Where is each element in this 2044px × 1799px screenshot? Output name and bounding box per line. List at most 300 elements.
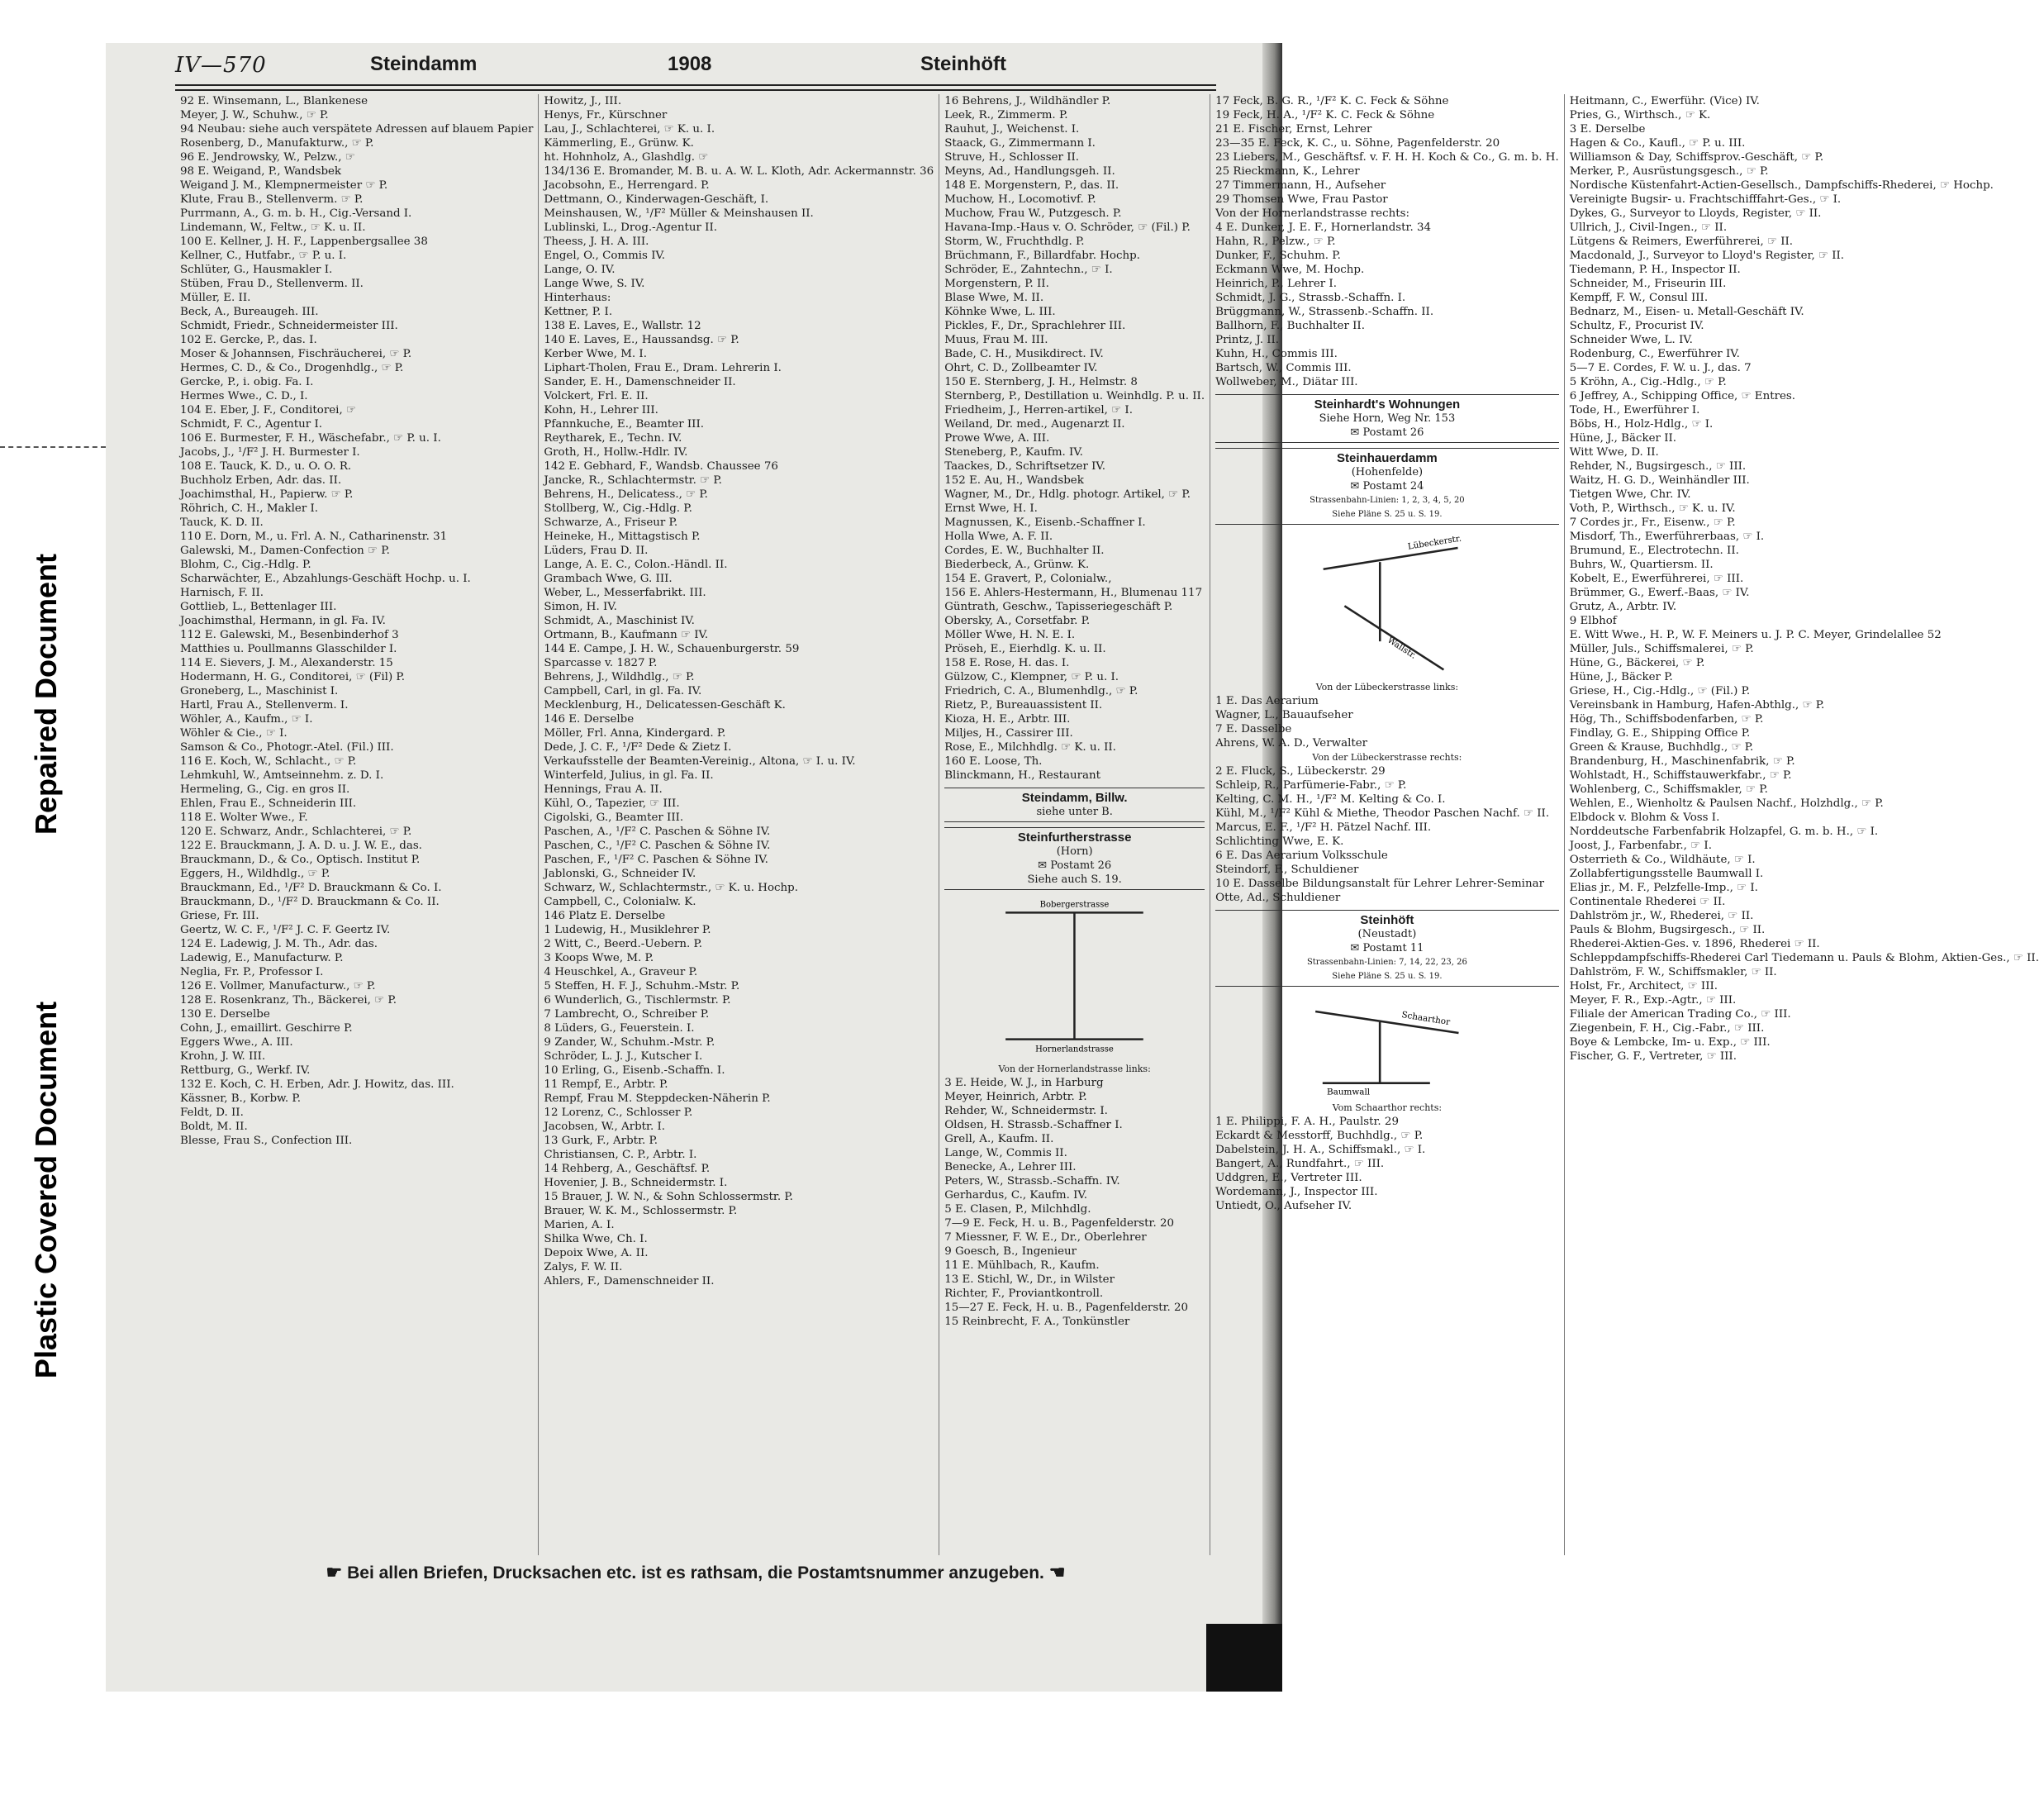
directory-entry: 6 Wunderlich, G., Tischlermstr. P. <box>544 994 731 1007</box>
box-plans: Siehe Pläne S. 25 u. S. 19. <box>1332 510 1443 519</box>
directory-entry: 114 E. Sievers, J. M., Alexanderstr. 15 <box>180 657 393 669</box>
directory-entry: 118 E. Wolter Wwe., F. <box>180 811 308 824</box>
directory-entry: Friedheim, J., Herren-artikel, ☞ I. <box>944 404 1133 416</box>
page-header <box>175 50 1216 83</box>
directory-entry: Lange, O. IV. <box>544 264 616 276</box>
directory-entry: Sternberg, P., Destillation u. Weinhdlg. P. u. II. <box>944 390 1205 402</box>
directory-entry: Lublinski, L., Drog.-Agentur II. <box>544 221 717 234</box>
directory-entry: Simon, H. IV. <box>544 601 617 613</box>
directory-entry: Scharwächter, E., Abzahlungs-Geschäft Hochp. u. I. <box>180 573 471 585</box>
map-label-top: Schaarthor <box>1400 1010 1451 1028</box>
directory-entry: Bade, C. H., Musikdirect. IV. <box>944 348 1104 360</box>
box-subtitle: siehe unter B. <box>1036 806 1113 818</box>
directory-entry: Grambach Wwe, G. III. <box>544 573 673 585</box>
directory-entry: 5 E. Clasen, P., Milchhdlg. <box>944 1203 1091 1216</box>
directory-entry: 7 Cordes jr., Fr., Eisenw., ☞ P. <box>1569 516 1736 529</box>
directory-entry: Dahlström, F. W., Schiffsmakler, ☞ II. <box>1569 966 1777 978</box>
directory-entry: Lange, W., Commis II. <box>944 1147 1067 1159</box>
box-title: Steinhauerdamm <box>1337 451 1438 465</box>
directory-entry: Benecke, A., Lehrer III. <box>944 1161 1077 1173</box>
directory-entry: Grutz, A., Arbtr. IV. <box>1569 601 1677 613</box>
directory-entry: 144 E. Campe, J. H. W., Schauenburgerstr. 59 <box>544 643 800 655</box>
directory-entry: 13 Gurk, F., Arbtr. P. <box>544 1135 658 1147</box>
directory-entry: Williamson & Day, Schiffsprov.-Geschäft, ☞ P. <box>1569 151 1824 164</box>
directory-entry: Gerhardus, C., Kaufm. IV. <box>944 1189 1088 1202</box>
map-label-bottom: Baumwall <box>1327 1087 1371 1097</box>
page-number: IV—570 <box>175 53 267 78</box>
directory-entry: 6 E. Das Aerarium Volksschule <box>1215 850 1388 862</box>
directory-entry: Feldt, D. II. <box>180 1107 244 1119</box>
directory-entry: Schlichting Wwe, E. K. <box>1215 835 1344 848</box>
directory-entry: Meinshausen, W., ¹/F² Müller & Meinshausen II. <box>544 207 814 220</box>
directory-entry: 16 Behrens, J., Wildhändler P. <box>944 95 1111 107</box>
box-postamt: ✉ Postamt 26 <box>1038 859 1112 872</box>
directory-entry: 9 Zander, W., Schuhm.-Mstr. P. <box>544 1036 715 1049</box>
directory-entry: Fischer, G. F., Vertreter, ☞ III. <box>1569 1050 1737 1063</box>
directory-entry: Steneberg, P., Kaufm. IV. <box>944 446 1083 459</box>
directory-entry: Weiland, Dr. med., Augenarzt II. <box>944 418 1125 431</box>
directory-entry: Kioza, H. E., Arbtr. III. <box>944 713 1071 726</box>
box-title: Steinfurtherstrasse <box>1017 830 1132 845</box>
directory-entry: 146 E. Derselbe <box>544 713 635 726</box>
directory-entry: 134/136 E. Bromander, M. B. u. A. W. L. Kloth, Adr. Ackermannstr. 36 <box>544 165 934 178</box>
directory-entry: 110 E. Dorn, M., u. Frl. A. N., Catharinenstr. 31 <box>180 531 448 543</box>
directory-entry: Sparcasse v. 1827 P. <box>544 657 658 669</box>
directory-entry: Weigand J. M., Klempnermeister ☞ P. <box>180 179 388 192</box>
directory-entry: Merker, P., Ausrüstungsgesch., ☞ P. <box>1569 165 1769 178</box>
directory-entry: Hög, Th., Schiffsbodenfarben, ☞ P. <box>1569 713 1764 726</box>
directory-entry: Dykes, G., Surveyor to Lloyds, Register, ☞ II. <box>1569 207 1822 220</box>
directory-entry: 5 Steffen, H. F. J., Schuhm.-Mstr. P. <box>544 980 740 992</box>
street-box-steinfurtherstrasse <box>944 827 1205 890</box>
directory-entry: 14 Rehberg, A., Geschäftsf. P. <box>544 1163 711 1175</box>
directory-entry: Vereinigte Bugsir- u. Frachtschifffahrt-Ges., ☞ I. <box>1569 193 1842 206</box>
directory-entry: Blesse, Frau S., Confection III. <box>180 1135 353 1147</box>
directory-entry: Schneider Wwe, L. IV. <box>1569 334 1693 346</box>
directory-entry: Depoix Wwe, A. II. <box>544 1247 649 1259</box>
column-1 <box>175 94 539 1555</box>
directory-entry: Taackes, D., Schriftsetzer IV. <box>944 460 1106 473</box>
directory-entry: 154 E. Gravert, P., Colonialw., <box>944 573 1112 585</box>
directory-entry: Joost, J., Farbenfabr., ☞ I. <box>1569 840 1712 852</box>
directory-entry: 98 E. Weigand, P., Wandsbek <box>180 165 342 178</box>
directory-entry: Hermeling, G., Cig. en gros II. <box>180 783 350 796</box>
directory-entry: Pickles, F., Dr., Sprachlehrer III. <box>944 320 1126 332</box>
directory-entry: 3 E. Derselbe <box>1569 123 1646 136</box>
directory-entry: Böbs, H., Holz-Hdlg., ☞ I. <box>1569 418 1714 431</box>
directory-entry: Kuhn, H., Commis III. <box>1215 348 1338 360</box>
directory-entry: Dahlström jr., W., Rhederei, ☞ II. <box>1569 910 1754 922</box>
directory-entry: 152 E. Au, H., Wandsbek <box>944 474 1084 487</box>
directory-entry: Klute, Frau B., Stellenverm. ☞ P. <box>180 193 364 206</box>
directory-entry: Kohn, H., Lehrer III. <box>544 404 658 416</box>
directory-entry: Cigolski, G., Beamter III. <box>544 811 684 824</box>
directory-entry: Kässner, B., Korbw. P. <box>180 1092 301 1105</box>
street-box-steindamm-billw <box>944 788 1205 822</box>
directory-entry: Misdorf, Th., Ewerführerbaas, ☞ I. <box>1569 531 1765 543</box>
directory-entry: Rhederei-Aktien-Ges. v. 1896, Rhederei ☞ II. <box>1569 938 1820 950</box>
directory-entry: Ernst Wwe, H. I. <box>944 502 1038 515</box>
plastic-covered-document-label <box>0 942 93 1438</box>
directory-entry: Griese, H., Cig.-Hdlg., ☞ (Fil.) P. <box>1569 685 1751 697</box>
plastic-covered-document-text: Plastic Covered Document <box>29 1001 64 1379</box>
directory-entry: Schwarz, W., Schlachtermstr., ☞ K. u. Hochp. <box>544 882 798 894</box>
header-year: 1908 <box>668 53 712 75</box>
directory-entry: 142 E. Gebhard, F., Wandsb. Chaussee 76 <box>544 460 778 473</box>
box-plans: Siehe Pläne S. 25 u. S. 19. <box>1332 972 1443 981</box>
street-map-steinfurtherstrasse <box>944 893 1205 1059</box>
directory-entry: Otte, Ad., Schuldiener <box>1215 892 1341 904</box>
directory-entry: 130 E. Derselbe <box>180 1008 270 1021</box>
directory-entry: 25 Rieckmann, K., Lehrer <box>1215 165 1360 178</box>
directory-entry: Grell, A., Kaufm. II. <box>944 1133 1054 1145</box>
directory-entry: Schmidt, Friedr., Schneidermeister III. <box>180 320 398 332</box>
directory-entry: Voth, P., Wirthsch., ☞ K. u. IV. <box>1569 502 1736 515</box>
directory-entry: Verkaufsstelle der Beamten-Vereinig., Altona, ☞ I. u. IV. <box>544 755 856 768</box>
directory-entry: Holla Wwe, A. F. II. <box>944 531 1053 543</box>
directory-entry: Rosenberg, D., Manufakturw., ☞ P. <box>180 137 374 150</box>
directory-entry: Jacobsen, W., Arbtr. I. <box>544 1121 666 1133</box>
directory-entry: Muchow, Frau W., Putzgesch. P. <box>944 207 1122 220</box>
directory-entry: Christiansen, C. P., Arbtr. I. <box>544 1149 697 1161</box>
directory-entry: Kelting, C. M. H., ¹/F² M. Kelting & Co. I. <box>1215 793 1446 806</box>
directory-entry: 106 E. Burmester, F. H., Wäschefabr., ☞ P. u. I. <box>180 432 441 445</box>
directory-entry: Wordemann, J., Inspector III. <box>1215 1186 1378 1198</box>
directory-entry: Heineke, H., Mittagstisch P. <box>544 531 701 543</box>
directory-entry: Griese, Fr. III. <box>180 910 259 922</box>
directory-entry: Hahn, R., Pelzw., ☞ P. <box>1215 236 1336 248</box>
directory-entry: Findlay, G. E., Shipping Office P. <box>1569 727 1751 740</box>
directory-entry: Rodenburg, C., Ewerführer IV. <box>1569 348 1740 360</box>
directory-entry: Heinrich, P., Lehrer I. <box>1215 278 1337 290</box>
directory-entry: 9 Goesch, B., Ingenieur <box>944 1245 1077 1258</box>
directory-entry: Volckert, Frl. E. II. <box>544 390 649 402</box>
directory-entry: 146 Platz E. Derselbe <box>544 910 666 922</box>
directory-entry: Kühl, M., ¹/F² Kühl & Miethe, Theodor Paschen Nachf. ☞ II. <box>1215 807 1550 820</box>
directory-entry: Purrmann, A., G. m. b. H., Cig.-Versand I. <box>180 207 412 220</box>
directory-entry: Brandenburg, H., Maschinenfabrik, ☞ P. <box>1569 755 1795 768</box>
directory-entry: Biederbeck, A., Grünw. K. <box>944 559 1090 571</box>
directory-entry: 2 E. Fluck, S., Lübeckerstr. 29 <box>1215 765 1386 778</box>
directory-entry: Staack, G., Zimmermann I. <box>944 137 1096 150</box>
directory-entry: 11 Rempf, E., Arbtr. P. <box>544 1078 668 1091</box>
directory-entry: Pries, G., Wirthsch., ☞ K. <box>1569 109 1711 121</box>
directory-entry: Wöhler & Cie., ☞ I. <box>180 727 288 740</box>
directory-entry: Uddgren, E., Vertreter III. <box>1215 1172 1362 1184</box>
directory-entry: 126 E. Vollmer, Manufacturw., ☞ P. <box>180 980 376 992</box>
directory-entry: Gülzow, C., Klempner, ☞ P. u. I. <box>944 671 1119 683</box>
directory-entry: 21 E. Fischer, Ernst, Lehrer <box>1215 123 1372 136</box>
directory-entry: Meyns, Ad., Handlungsgeh. II. <box>944 165 1115 178</box>
directory-entry: 11 E. Mühlbach, R., Kaufm. <box>944 1259 1100 1272</box>
box-postamt: ✉ Postamt 26 <box>1350 426 1424 439</box>
directory-entry: Groth, H., Hollw.-Hdlr. IV. <box>544 446 688 459</box>
directory-entry: Brauer, W. K. M., Schlossermstr. P. <box>544 1205 738 1217</box>
section-subhead: Von der Lübeckerstrasse links: <box>1315 682 1459 692</box>
column-5 <box>1565 94 2044 1555</box>
directory-entry: Wohlstadt, H., Schiffstauwerkfabr., ☞ P. <box>1569 769 1792 782</box>
directory-entry: Jancke, R., Schlachtermstr. ☞ P. <box>544 474 722 487</box>
directory-entry: Dunker, F., Schuhm. P. <box>1215 250 1341 262</box>
directory-entry: Schneider, M., Friseurin III. <box>1569 278 1727 290</box>
directory-entry: Havana-Imp.-Haus v. O. Schröder, ☞ (Fil.) P. <box>944 221 1191 234</box>
page-footer <box>175 1562 1216 1590</box>
directory-entry: Kellner, C., Hutfabr., ☞ P. u. I. <box>180 250 347 262</box>
directory-entry: Ortmann, B., Kaufmann ☞ IV. <box>544 629 709 641</box>
directory-entry: Hennings, Frau A. II. <box>544 783 663 796</box>
directory-entry: Schröder, L. J. J., Kutscher I. <box>544 1050 703 1063</box>
column-4 <box>1210 94 1565 1555</box>
directory-entry: Continentale Rhederei ☞ II. <box>1569 896 1726 908</box>
street-map-steinhoeft <box>1215 990 1559 1097</box>
directory-entry: Boye & Lembcke, Im- u. Exp., ☞ III. <box>1569 1036 1771 1049</box>
directory-entry: Geertz, W. C. F., ¹/F² J. C. F. Geertz IV. <box>180 924 391 936</box>
directory-entry: Ehlen, Frau E., Schneiderin III. <box>180 797 357 810</box>
directory-entry: Joachimsthal, Hermann, in gl. Fa. IV. <box>180 615 386 627</box>
directory-entry: Krohn, J. W. III. <box>180 1050 266 1063</box>
street-map-steinhauerdamm <box>1215 528 1559 677</box>
directory-entry: 92 E. Winsemann, L., Blankenese <box>180 95 368 107</box>
directory-entry: Paschen, C., ¹/F² C. Paschen & Söhne IV. <box>544 840 771 852</box>
directory-entry: Schleip, R., Parfümerie-Fabr., ☞ P. <box>1215 779 1407 792</box>
directory-entry: 1 E. Philippi, F. A. H., Paulstr. 29 <box>1215 1116 1399 1128</box>
directory-entry: Prowe Wwe, A. III. <box>944 432 1050 445</box>
page-corner-shadow <box>1206 1624 1282 1692</box>
directory-entry: Marien, A. I. <box>544 1219 615 1231</box>
directory-entry: Hagen & Co., Kaufl., ☞ P. u. III. <box>1569 137 1746 150</box>
directory-entry: Morgenstern, P. II. <box>944 278 1049 290</box>
directory-entry: 102 E. Gercke, P., das. I. <box>180 334 317 346</box>
directory-entry: Schultz, F., Procurist IV. <box>1569 320 1704 332</box>
pointing-hand-right-icon: ☚ <box>1048 1562 1066 1582</box>
directory-entry: 5 Kröhn, A., Cig.-Hdlg., ☞ P. <box>1569 376 1727 388</box>
directory-entry: 15—27 E. Feck, H. u. B., Pagenfelderstr. 20 <box>944 1302 1189 1314</box>
street-box-steinhoeft <box>1215 910 1559 987</box>
directory-entry: Elias jr., M. F., Pelzfelle-Imp., ☞ I. <box>1569 882 1758 894</box>
directory-entry: Paschen, A., ¹/F² C. Paschen & Söhne IV. <box>544 826 771 838</box>
directory-entry: Green & Krause, Buchhdlg., ☞ P. <box>1569 741 1754 754</box>
directory-entry: Blohm, C., Cig.-Hdlg. P. <box>180 559 311 571</box>
directory-entry: Lange, A. E. C., Colon.-Händl. II. <box>544 559 728 571</box>
directory-entry: Hermes, C. D., & Co., Drogenhdlg., ☞ P. <box>180 362 404 374</box>
directory-entry: 124 E. Ladewig, J. M. Th., Adr. das. <box>180 938 378 950</box>
directory-entry: Schmidt, F. C., Agentur I. <box>180 418 322 431</box>
directory-entry: Gottlieb, L., Bettenlager III. <box>180 601 337 613</box>
directory-entry: Untiedt, O., Aufseher IV. <box>1215 1200 1352 1212</box>
directory-entry: 6 Jeffrey, A., Schipping Office, ☞ Entres. <box>1569 390 1796 402</box>
directory-entry: Möller, Frl. Anna, Kindergard. P. <box>544 727 726 740</box>
directory-entry: Bednarz, M., Eisen- u. Metall-Geschäft IV. <box>1569 306 1804 318</box>
directory-entry: 7 Lambrecht, O., Schreiber P. <box>544 1008 710 1021</box>
directory-entry: Ballhorn, F., Buchhalter II. <box>1215 320 1365 332</box>
directory-entry: Joachimsthal, H., Papierw. ☞ P. <box>180 488 354 501</box>
directory-entry: Ohrt, C. D., Zollbeamter IV. <box>944 362 1098 374</box>
directory-entry: Brauckmann, D., & Co., Optisch. Institut P. <box>180 854 421 866</box>
directory-entry: Wöhler, A., Kaufm., ☞ I. <box>180 713 313 726</box>
directory-entry: Brüchmann, F., Billardfabr. Hochp. <box>944 250 1140 262</box>
directory-entry: Brauckmann, Ed., ¹/F² D. Brauckmann & Co. I. <box>180 882 442 894</box>
directory-entry: Eckmann Wwe, M. Hochp. <box>1215 264 1365 276</box>
directory-entry: Ullrich, J., Civil-Ingen., ☞ II. <box>1569 221 1728 234</box>
box-subtitle: (Neustadt) <box>1357 928 1417 940</box>
directory-entry: Struve, H., Schlosser II. <box>944 151 1080 164</box>
directory-entry: Röhrich, C. H., Makler I. <box>180 502 319 515</box>
directory-entry: Paschen, F., ¹/F² C. Paschen & Söhne IV. <box>544 854 768 866</box>
directory-entry: Lange Wwe, S. IV. <box>544 278 645 290</box>
directory-entry: Neglia, Fr. P., Professor I. <box>180 966 324 978</box>
directory-entry: Norddeutsche Farbenfabrik Holzapfel, G. m. b. H., ☞ I. <box>1569 826 1879 838</box>
directory-entry: Ladewig, E., Manufacturw. P. <box>180 952 344 964</box>
directory-entry: Zollabfertigungsstelle Baumwall I. <box>1569 868 1764 880</box>
directory-entry: Steindorf, F., Schuldiener <box>1215 864 1359 876</box>
directory-columns <box>175 94 2039 1555</box>
directory-entry: Hüne, J., Bäcker P. <box>1569 671 1673 683</box>
directory-entry: Kobelt, E., Ewerführerei, ☞ III. <box>1569 573 1744 585</box>
directory-entry: Howitz, J., III. <box>544 95 622 107</box>
directory-entry: Rehder, N., Bugsirgesch., ☞ III. <box>1569 460 1747 473</box>
directory-entry: Lindemann, W., Feltw., ☞ K. u. II. <box>180 221 366 234</box>
directory-entry: 156 E. Ahlers-Hestermann, H., Blumenau 117 <box>944 587 1203 599</box>
directory-entry: Cordes, E. W., Buchhalter II. <box>944 545 1105 557</box>
directory-entry: Rempf, Frau M. Steppdecken-Näherin P. <box>544 1092 771 1105</box>
directory-entry: Kühl, O., Tapezier, ☞ III. <box>544 797 680 810</box>
header-rule-bottom <box>175 89 1216 91</box>
box-tram-lines: Strassenbahn-Linien: 7, 14, 22, 23, 26 <box>1306 958 1467 967</box>
footer-notice: Bei allen Briefen, Drucksachen etc. ist es rathsam, die Postamtsnummer anzugeben. <box>347 1563 1044 1582</box>
directory-entry: 13 E. Stichl, W., Dr., in Wilster <box>944 1273 1115 1286</box>
directory-entry: Lehmkuhl, W., Amtseinnehm. z. D. I. <box>180 769 384 782</box>
directory-entry: Kempff, F. W., Consul III. <box>1569 292 1709 304</box>
directory-entry: Vereinsbank in Hamburg, Hafen-Abthlg., ☞ P. <box>1569 699 1825 712</box>
directory-entry: Meyer, Heinrich, Arbtr. P. <box>944 1091 1087 1103</box>
directory-entry: 15 Brauer, J. W. N., & Sohn Schlossermstr. P. <box>544 1191 793 1203</box>
directory-entry: Gercke, P., i. obig. Fa. I. <box>180 376 314 388</box>
header-right-street: Steinhöft <box>920 53 1006 75</box>
directory-entry: 4 E. Dunker, J. E. F., Hornerlandstr. 34 <box>1215 221 1432 234</box>
directory-entry: Kerber Wwe, M. I. <box>544 348 647 360</box>
directory-entry: Lütgens & Reimers, Ewerführerei, ☞ II. <box>1569 236 1794 248</box>
directory-entry: Stüben, Frau D., Stellenverm. II. <box>180 278 364 290</box>
directory-entry: 1 E. Das Aerarium <box>1215 695 1319 707</box>
directory-entry: Kämmerling, E., Grünw. K. <box>544 137 694 150</box>
directory-entry: 3 E. Heide, W. J., in Harburg <box>944 1077 1104 1089</box>
box-postamt: ✉ Postamt 11 <box>1350 942 1424 954</box>
directory-entry: 148 E. Morgenstern, P., das. II. <box>944 179 1119 192</box>
directory-entry: Liphart-Tholen, Frau E., Dram. Lehrerin I. <box>544 362 782 374</box>
directory-entry: Theess, J. H. A. III. <box>544 236 649 248</box>
directory-entry: Mecklenburg, H., Delicatessen-Geschäft K. <box>544 699 786 712</box>
directory-entry: Peters, W., Strassb.-Schaffn. IV. <box>944 1175 1120 1187</box>
directory-entry: 5—7 E. Cordes, F. W. u. J., das. 7 <box>1569 362 1752 374</box>
directory-entry: Eckardt & Messtorff, Buchhdlg., ☞ P. <box>1215 1130 1424 1142</box>
directory-entry: 120 E. Schwarz, Andr., Schlachterei, ☞ P. <box>180 826 412 838</box>
directory-entry: Tode, H., Ewerführer I. <box>1569 404 1700 416</box>
directory-entry: Osterrieth & Co., Wildhäute, ☞ I. <box>1569 854 1756 866</box>
directory-entry: Brüggmann, W., Strassenb.-Schaffn. II. <box>1215 306 1434 318</box>
directory-entry: 128 E. Rosenkranz, Th., Bäckerei, ☞ P. <box>180 994 397 1007</box>
directory-entry: Oldsen, H. Strassb.-Schaffner I. <box>944 1119 1123 1131</box>
directory-entry: 12 Lorenz, C., Schlosser P. <box>544 1107 693 1119</box>
directory-entry: 29 Thomsen Wwe, Frau Pastor <box>1215 193 1388 206</box>
directory-entry: Jacobsohn, E., Herrengard. P. <box>544 179 710 192</box>
box-extra: Siehe auch S. 19. <box>1027 873 1122 886</box>
directory-entry: 23 Liebers, M., Geschäftsf. v. F. H. H. Koch & Co., G. m. b. H. <box>1215 151 1559 164</box>
directory-entry: Meyer, J. W., Schuhw., ☞ P. <box>180 109 329 121</box>
directory-entry: Dede, J. C. F., ¹/F² Dede & Zietz I. <box>544 741 732 754</box>
directory-entry: Schmidt, J. G., Strassb.-Schaffn. I. <box>1215 292 1406 304</box>
directory-entry: Samson & Co., Photogr.-Atel. (Fil.) III. <box>180 741 394 754</box>
directory-entry: 150 E. Sternberg, J. H., Helmstr. 8 <box>944 376 1138 388</box>
column-2 <box>539 94 939 1555</box>
directory-entry: Ahlers, F., Damenschneider II. <box>544 1275 715 1287</box>
directory-entry: Friedrich, C. A., Blumenhdlg., ☞ P. <box>944 685 1138 697</box>
directory-entry: Hüne, J., Bäcker II. <box>1569 432 1677 445</box>
directory-entry: Hüne, G., Bäckerei, ☞ P. <box>1569 657 1705 669</box>
directory-entry: Heitmann, C., Ewerführ. (Vice) IV. <box>1569 95 1760 107</box>
directory-entry: Bartsch, W., Commis III. <box>1215 362 1352 374</box>
header-left-street: Steindamm <box>370 53 478 75</box>
directory-entry: Miljes, H., Cassirer III. <box>944 727 1073 740</box>
directory-entry: 132 E. Koch, C. H. Erben, Adr. J. Howitz, das. III. <box>180 1078 454 1091</box>
directory-entry: Schröder, E., Zahntechn., ☞ I. <box>944 264 1113 276</box>
directory-entry: 116 E. Koch, W., Schlacht., ☞ P. <box>180 755 357 768</box>
directory-entry: Waitz, H. G. D., Weinhändler III. <box>1569 474 1750 487</box>
box-subtitle: Siehe Horn, Weg Nr. 153 <box>1319 412 1456 425</box>
directory-entry: 1 Ludewig, H., Musiklehrer P. <box>544 924 711 936</box>
directory-entry: Holst, Fr., Architect, ☞ III. <box>1569 980 1718 992</box>
directory-entry: 7 E. Dasselbe <box>1215 723 1292 735</box>
directory-entry: Hinterhaus: <box>544 292 611 304</box>
directory-entry: Rettburg, G., Werkf. IV. <box>180 1064 311 1077</box>
section-subhead: Vom Schaarthor rechts: <box>1332 1102 1443 1113</box>
map-label-bottom: Wallstr. <box>1386 635 1419 661</box>
directory-entry: Beck, A., Bureaugeh. III. <box>180 306 319 318</box>
box-postamt: ✉ Postamt 24 <box>1350 480 1424 493</box>
directory-entry: Pröseh, E., Eierhdlg. K. u. II. <box>944 643 1106 655</box>
directory-entry: Zalys, F. W. II. <box>544 1261 623 1273</box>
directory-entry: Schmidt, A., Maschinist IV. <box>544 615 695 627</box>
directory-entry: E. Witt Wwe., H. P., W. F. Meiners u. J. P. C. Meyer, Grindelallee 52 <box>1569 629 1942 641</box>
box-subtitle: (Hohenfelde) <box>1351 466 1424 478</box>
directory-entry: Macdonald, J., Surveyor to Lloyd's Register, ☞ II. <box>1569 250 1845 262</box>
directory-entry: 17 Feck, B. G. R., ¹/F² K. C. Feck & Söhne <box>1215 95 1449 107</box>
directory-entry: Pauls & Blohm, Bugsirgesch., ☞ II. <box>1569 924 1766 936</box>
directory-entry: Richter, F., Proviantkontroll. <box>944 1287 1104 1300</box>
directory-entry: Boldt, M. II. <box>180 1121 248 1133</box>
directory-entry: Eggers Wwe., A. III. <box>180 1036 293 1049</box>
box-subtitle: (Horn) <box>1056 845 1093 858</box>
directory-entry: 19 Feck, H. A., ¹/F² K. C. Feck & Söhne <box>1215 109 1435 121</box>
directory-entry: Lüders, Frau D. II. <box>544 545 649 557</box>
section-subhead: Von der Lübeckerstrasse rechts: <box>1312 752 1462 763</box>
directory-entry: Rauhut, J., Weichenst. I. <box>944 123 1080 136</box>
directory-entry: Möller Wwe, H. N. E. I. <box>944 629 1076 641</box>
directory-entry: Marcus, E. F., ¹/F² H. Pätzel Nachf. III. <box>1215 821 1432 834</box>
directory-entry: Harnisch, F. II. <box>180 587 264 599</box>
box-title: Steinhardt's Wohnungen <box>1314 397 1461 412</box>
directory-entry: 122 E. Brauckmann, J. A. D. u. J. W. E., das. <box>180 840 422 852</box>
directory-entry: Kettner, P. I. <box>544 306 613 318</box>
directory-entry: Muchow, H., Locomotivf. P. <box>944 193 1096 206</box>
directory-entry: Eggers, H., Wildhdlg., ☞ P. <box>180 868 330 880</box>
directory-entry: Blase Wwe, M. II. <box>944 292 1044 304</box>
directory-entry: Hovenier, J. B., Schneidermstr. I. <box>544 1177 728 1189</box>
directory-entry: Brumund, E., Electrotechn. II. <box>1569 545 1739 557</box>
directory-entry: Wollweber, M., Diätar III. <box>1215 376 1358 388</box>
directory-entry: Güntrath, Geschw., Tapisseriegeschäft P. <box>944 601 1173 613</box>
directory-entry: 8 Lüders, G., Feuerstein. I. <box>544 1022 695 1035</box>
directory-entry: 138 E. Laves, E., Wallstr. 12 <box>544 320 701 332</box>
